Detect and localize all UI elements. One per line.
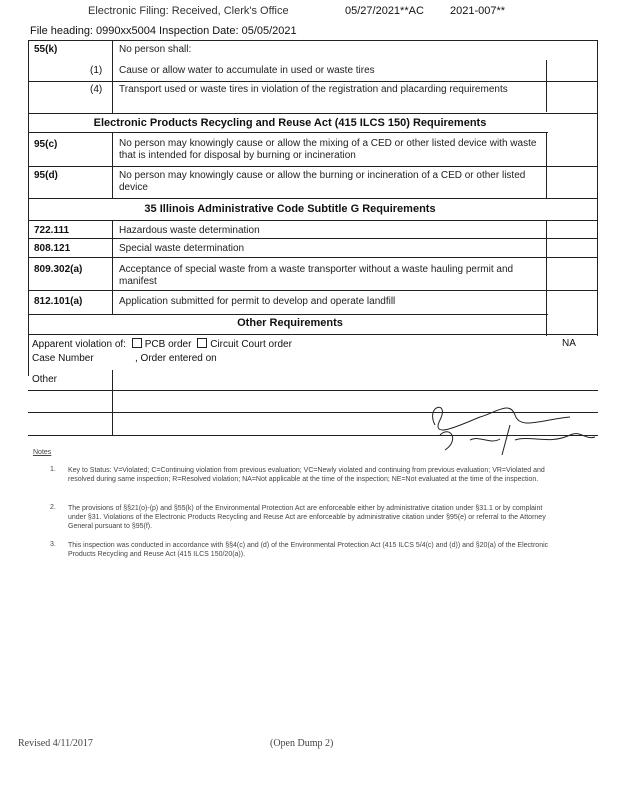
code-55k: 55(k) [34, 44, 58, 55]
code-808-121: 808.121 [34, 243, 71, 254]
filing-stamp: Electronic Filing: Received, Clerk's Office [88, 5, 289, 17]
circuit-court-checkbox[interactable] [197, 338, 207, 348]
section-epr: Electronic Products Recycling and Reuse Act (415 ILCS 150) Requirements [93, 117, 487, 129]
desc-55k-1: Cause or allow water to accumulate in used or waste tires [119, 65, 375, 76]
section-other: Other Requirements [237, 317, 343, 329]
note-3: This inspection was conducted in accordance with §§4(c) and (d) of the Environmental Protection Act (415 ILCS 5/4(c) and (d)) and §20(a) of the Electronic Products Recycling and Reuse Act (415 ILCS 150/20(a)). [68, 542, 549, 558]
desc-95c: No person may knowingly cause or allow the mixing of a CED or other listed device with waste that is intended for disposal by burning or incineration [119, 138, 537, 161]
note-1: Key to Status: V=Violated; C=Continuing violation from previous evaluation; VC=Newly violated and continuing from previous evaluation; VR=Violated and resolved during same inspection; R=Resolved violation; NA=Not applicable at the time of the inspection; NE=Not evaluated at the time of the inspection. [68, 467, 545, 483]
code-95d: 95(d) [34, 170, 58, 181]
sub-1: (1) [90, 65, 103, 76]
code-809-302a: 809.302(a) [34, 264, 83, 275]
note-2: The provisions of §§21(o)-(p) and §55(k) of the Environmental Protection Act are enforceable either by administrative citation under §31.1 or by complaint under §31. Violations of the Electronic Products Recycling and Reuse Act are enforceable by administrative citation under §95(e) or referral to the Attorney General pursuant to §95(f). [68, 505, 546, 530]
desc-722-111: Hazardous waste determination [119, 225, 260, 236]
code-722-111: 722.111 [34, 225, 70, 236]
pcb-order-checkbox[interactable] [132, 338, 142, 348]
desc-55k: No person shall: [119, 44, 192, 55]
other-label: Other [32, 374, 58, 385]
note-1-number: 1. [50, 466, 56, 473]
desc-812-101a: Application submitted for permit to develop and operate landfill [119, 296, 396, 307]
file-heading: File heading: 0990xx5004 Inspection Date: 05/05/2021 [30, 25, 297, 37]
desc-95d: No person may knowingly cause or allow the burning or incineration of a CED or other listed device [119, 170, 526, 193]
section-iac: 35 Illinois Administrative Code Subtitle G Requirements [144, 203, 436, 215]
revised-date: Revised 4/11/2017 [18, 738, 93, 749]
apparent-violation-row [32, 338, 292, 350]
stamp-case: 2021-007** [450, 5, 506, 17]
note-2-number: 2. [50, 504, 56, 511]
desc-55k-4: Transport used or waste tires in violation of the registration and placarding requirements [119, 84, 508, 95]
stamp-date: 05/27/2021**AC [345, 5, 424, 17]
circuit-court-label: Circuit Court order [210, 339, 292, 350]
case-number-label: Case Number [32, 353, 94, 364]
form-name: (Open Dump 2) [270, 738, 334, 749]
apparent-violation-label: Apparent violation of: [32, 339, 126, 350]
sub-4: (4) [90, 84, 103, 95]
note-3-number: 3. [50, 541, 56, 548]
inspector-signature [420, 395, 600, 455]
desc-808-121: Special waste determination [119, 243, 245, 254]
order-entered-label: , Order entered on [135, 353, 217, 364]
code-95c: 95(c) [34, 139, 58, 150]
pcb-order-label: PCB order [144, 339, 192, 350]
other-status: NA [562, 338, 576, 349]
desc-809-302a: Acceptance of special waste from a waste transporter without a waste hauling permit and manifest [119, 264, 514, 287]
notes-title: Notes [33, 449, 52, 456]
code-812-101a: 812.101(a) [34, 296, 83, 307]
